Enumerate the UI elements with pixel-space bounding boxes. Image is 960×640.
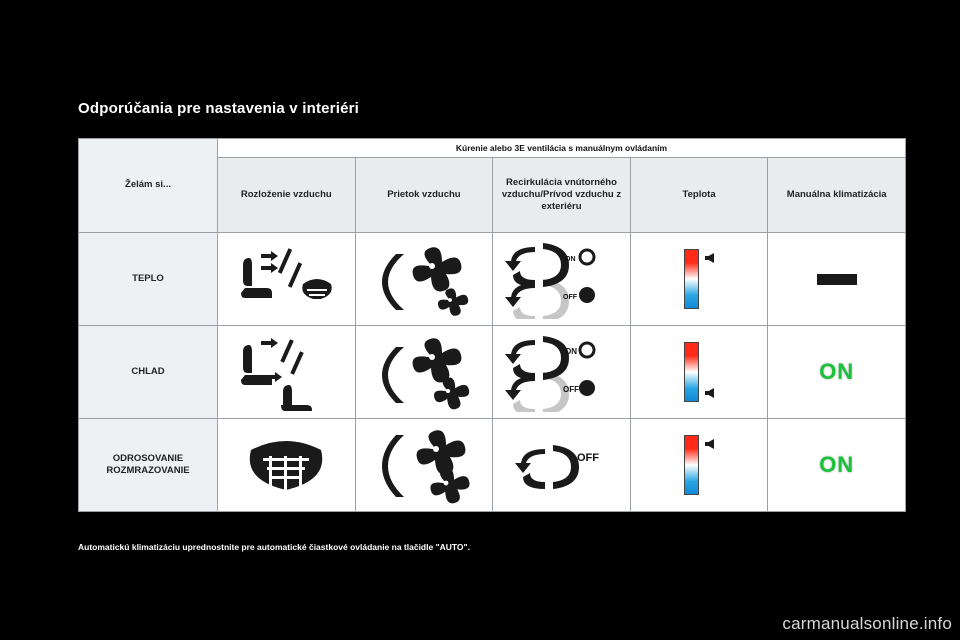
ac-on-indicator: ON [819, 359, 855, 384]
temperature-gauge [684, 249, 699, 309]
air-distribution-heat-cell [218, 233, 356, 326]
air-flow-heat-cell [355, 233, 493, 326]
col-air-flow: Prietok vzduchu [355, 158, 493, 233]
corner-label: Želám si... [79, 139, 218, 233]
recirculation-off-icon [515, 445, 599, 489]
table-header-top [79, 139, 906, 158]
svg-text:OFF: OFF [563, 385, 580, 394]
air-distribution-defrost-cell [218, 419, 356, 512]
col-temperature: Teplota [630, 158, 768, 233]
recirculation-heat-cell [493, 233, 631, 326]
air-flow-cool-cell [355, 326, 493, 419]
page-title: Odporúčania pre nastavenia v interiéri [78, 100, 360, 117]
seat-face-vent-icon [218, 326, 355, 418]
arrow-left-icon [705, 439, 714, 449]
temperature-gauge [684, 435, 699, 495]
svg-text:ON: ON [565, 256, 576, 263]
svg-text:OFF: OFF [563, 294, 578, 301]
temperature-gauge [684, 342, 699, 402]
recirculation-defrost-cell [493, 419, 631, 512]
arrow-left-icon [705, 388, 714, 398]
temperature-defrost-cell [630, 419, 768, 512]
temperature-heat-cell [630, 233, 768, 326]
row-label-defrost: ODROSOVANIE ROZMRAZOVANIE [79, 419, 218, 512]
row-label-cool: CHLAD [79, 326, 218, 419]
table-row [79, 326, 906, 419]
col-manual-ac: Manuálna klimatizácia [768, 158, 906, 233]
col-air-distribution: Rozloženie vzduchu [218, 158, 356, 233]
windscreen-defrost-icon [218, 419, 355, 511]
settings-table [78, 138, 906, 512]
recirculation-off-icon [505, 372, 595, 412]
manual-ac-cool-cell [768, 326, 906, 419]
temperature-cool-cell [630, 326, 768, 419]
svg-text:ON: ON [565, 347, 578, 356]
air-flow-defrost-cell [355, 419, 493, 512]
fan-speed-icon [356, 326, 493, 418]
seat-feet-vent-icon [218, 233, 355, 325]
watermark: carmanualsonline.info [782, 614, 952, 633]
recirculation-off-icon [505, 279, 595, 319]
col-recirculation: Recirkulácia vnútorného vzduchu/Prívod vzduchu z exteriéru [493, 158, 631, 233]
arrow-left-icon [705, 253, 714, 263]
ac-off-indicator [817, 274, 857, 285]
recirculation-cool-cell [493, 326, 631, 419]
group-header: Kúrenie alebo 3E ventilácia s manuálnym ovládaním [218, 139, 906, 158]
table-row [79, 419, 906, 512]
ac-on-indicator: ON [819, 452, 855, 477]
manual-ac-defrost-cell [768, 419, 906, 512]
table-row [79, 233, 906, 326]
air-distribution-cool-cell [218, 326, 356, 419]
row-label-heat: TEPLO [79, 233, 218, 326]
manual-ac-heat-cell [768, 233, 906, 326]
svg-text:OFF: OFF [577, 452, 600, 464]
footnote: Automatickú klimatizáciu uprednostnite pre automatické čiastkové ovládanie na tlačidle "AUTO". [78, 542, 470, 552]
fan-speed-icon [356, 233, 493, 325]
fan-speed-icon [356, 419, 493, 511]
